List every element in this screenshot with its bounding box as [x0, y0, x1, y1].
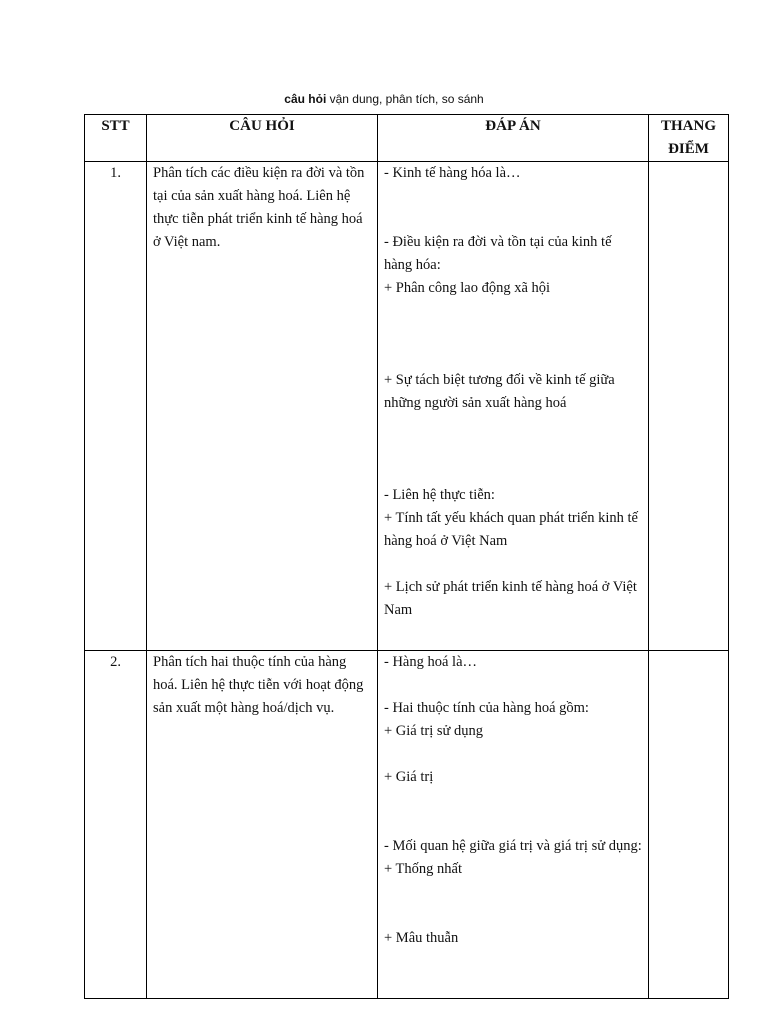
row-answer: [378, 651, 649, 999]
answer-line: + Mâu thuẫn: [384, 930, 459, 946]
row-question: Phân tích các điều kiện ra đời và tồn tại của sản xuất hàng hoá. Liên hệ thực tiễn phát triển kinh tế hàng hoá ở Việt nam.: [147, 162, 378, 651]
answer-line: - Liên hệ thực tiễn:: [384, 487, 495, 503]
answer-line: - Hai thuộc tính của hàng hoá gồm:: [384, 700, 589, 716]
document-title-bold: câu hỏi: [284, 92, 327, 106]
document-title: [0, 92, 768, 106]
answer-line: + Thống nhất: [384, 861, 462, 877]
answer-line: + Lịch sử phát triển kinh tế hàng hoá ở Việt Nam: [384, 579, 637, 618]
answer-line: - Điều kiện ra đời và tồn tại của kinh tế hàng hóa:: [384, 234, 612, 273]
answer-line: + Giá trị: [384, 769, 434, 785]
header-answer: ĐÁP ÁN: [378, 115, 649, 162]
question-answer-table: [84, 114, 729, 999]
row-score: [649, 162, 729, 651]
row-stt: 2.: [85, 651, 147, 999]
table-row: [85, 162, 729, 651]
answer-line: - Kinh tế hàng hóa là…: [384, 165, 521, 181]
row-answer: [378, 162, 649, 651]
table-header-row: [85, 115, 729, 162]
answer-line: + Tính tất yếu khách quan phát triển kinh tế hàng hoá ở Việt Nam: [384, 510, 638, 549]
row-question: Phân tích hai thuộc tính của hàng hoá. Liên hệ thực tiễn với hoạt động sản xuất một hàng hoá/dịch vụ.: [147, 651, 378, 999]
answer-line: - Mối quan hệ giữa giá trị và giá trị sử dụng:: [384, 838, 642, 854]
table-row: [85, 651, 729, 999]
answer-line: + Sự tách biệt tương đối về kinh tế giữa những người sản xuất hàng hoá: [384, 372, 615, 411]
header-question: CÂU HỎI: [147, 115, 378, 162]
document-title-rest: vận dung, phân tích, so sánh: [326, 92, 484, 106]
row-score: [649, 651, 729, 999]
answer-line: - Hàng hoá là…: [384, 654, 478, 670]
row-stt: 1.: [85, 162, 147, 651]
answer-line: + Phân công lao động xã hội: [384, 280, 551, 296]
header-score: THANG ĐIỂM: [649, 115, 729, 162]
answer-line: + Giá trị sử dụng: [384, 723, 484, 739]
header-stt: STT: [85, 115, 147, 162]
